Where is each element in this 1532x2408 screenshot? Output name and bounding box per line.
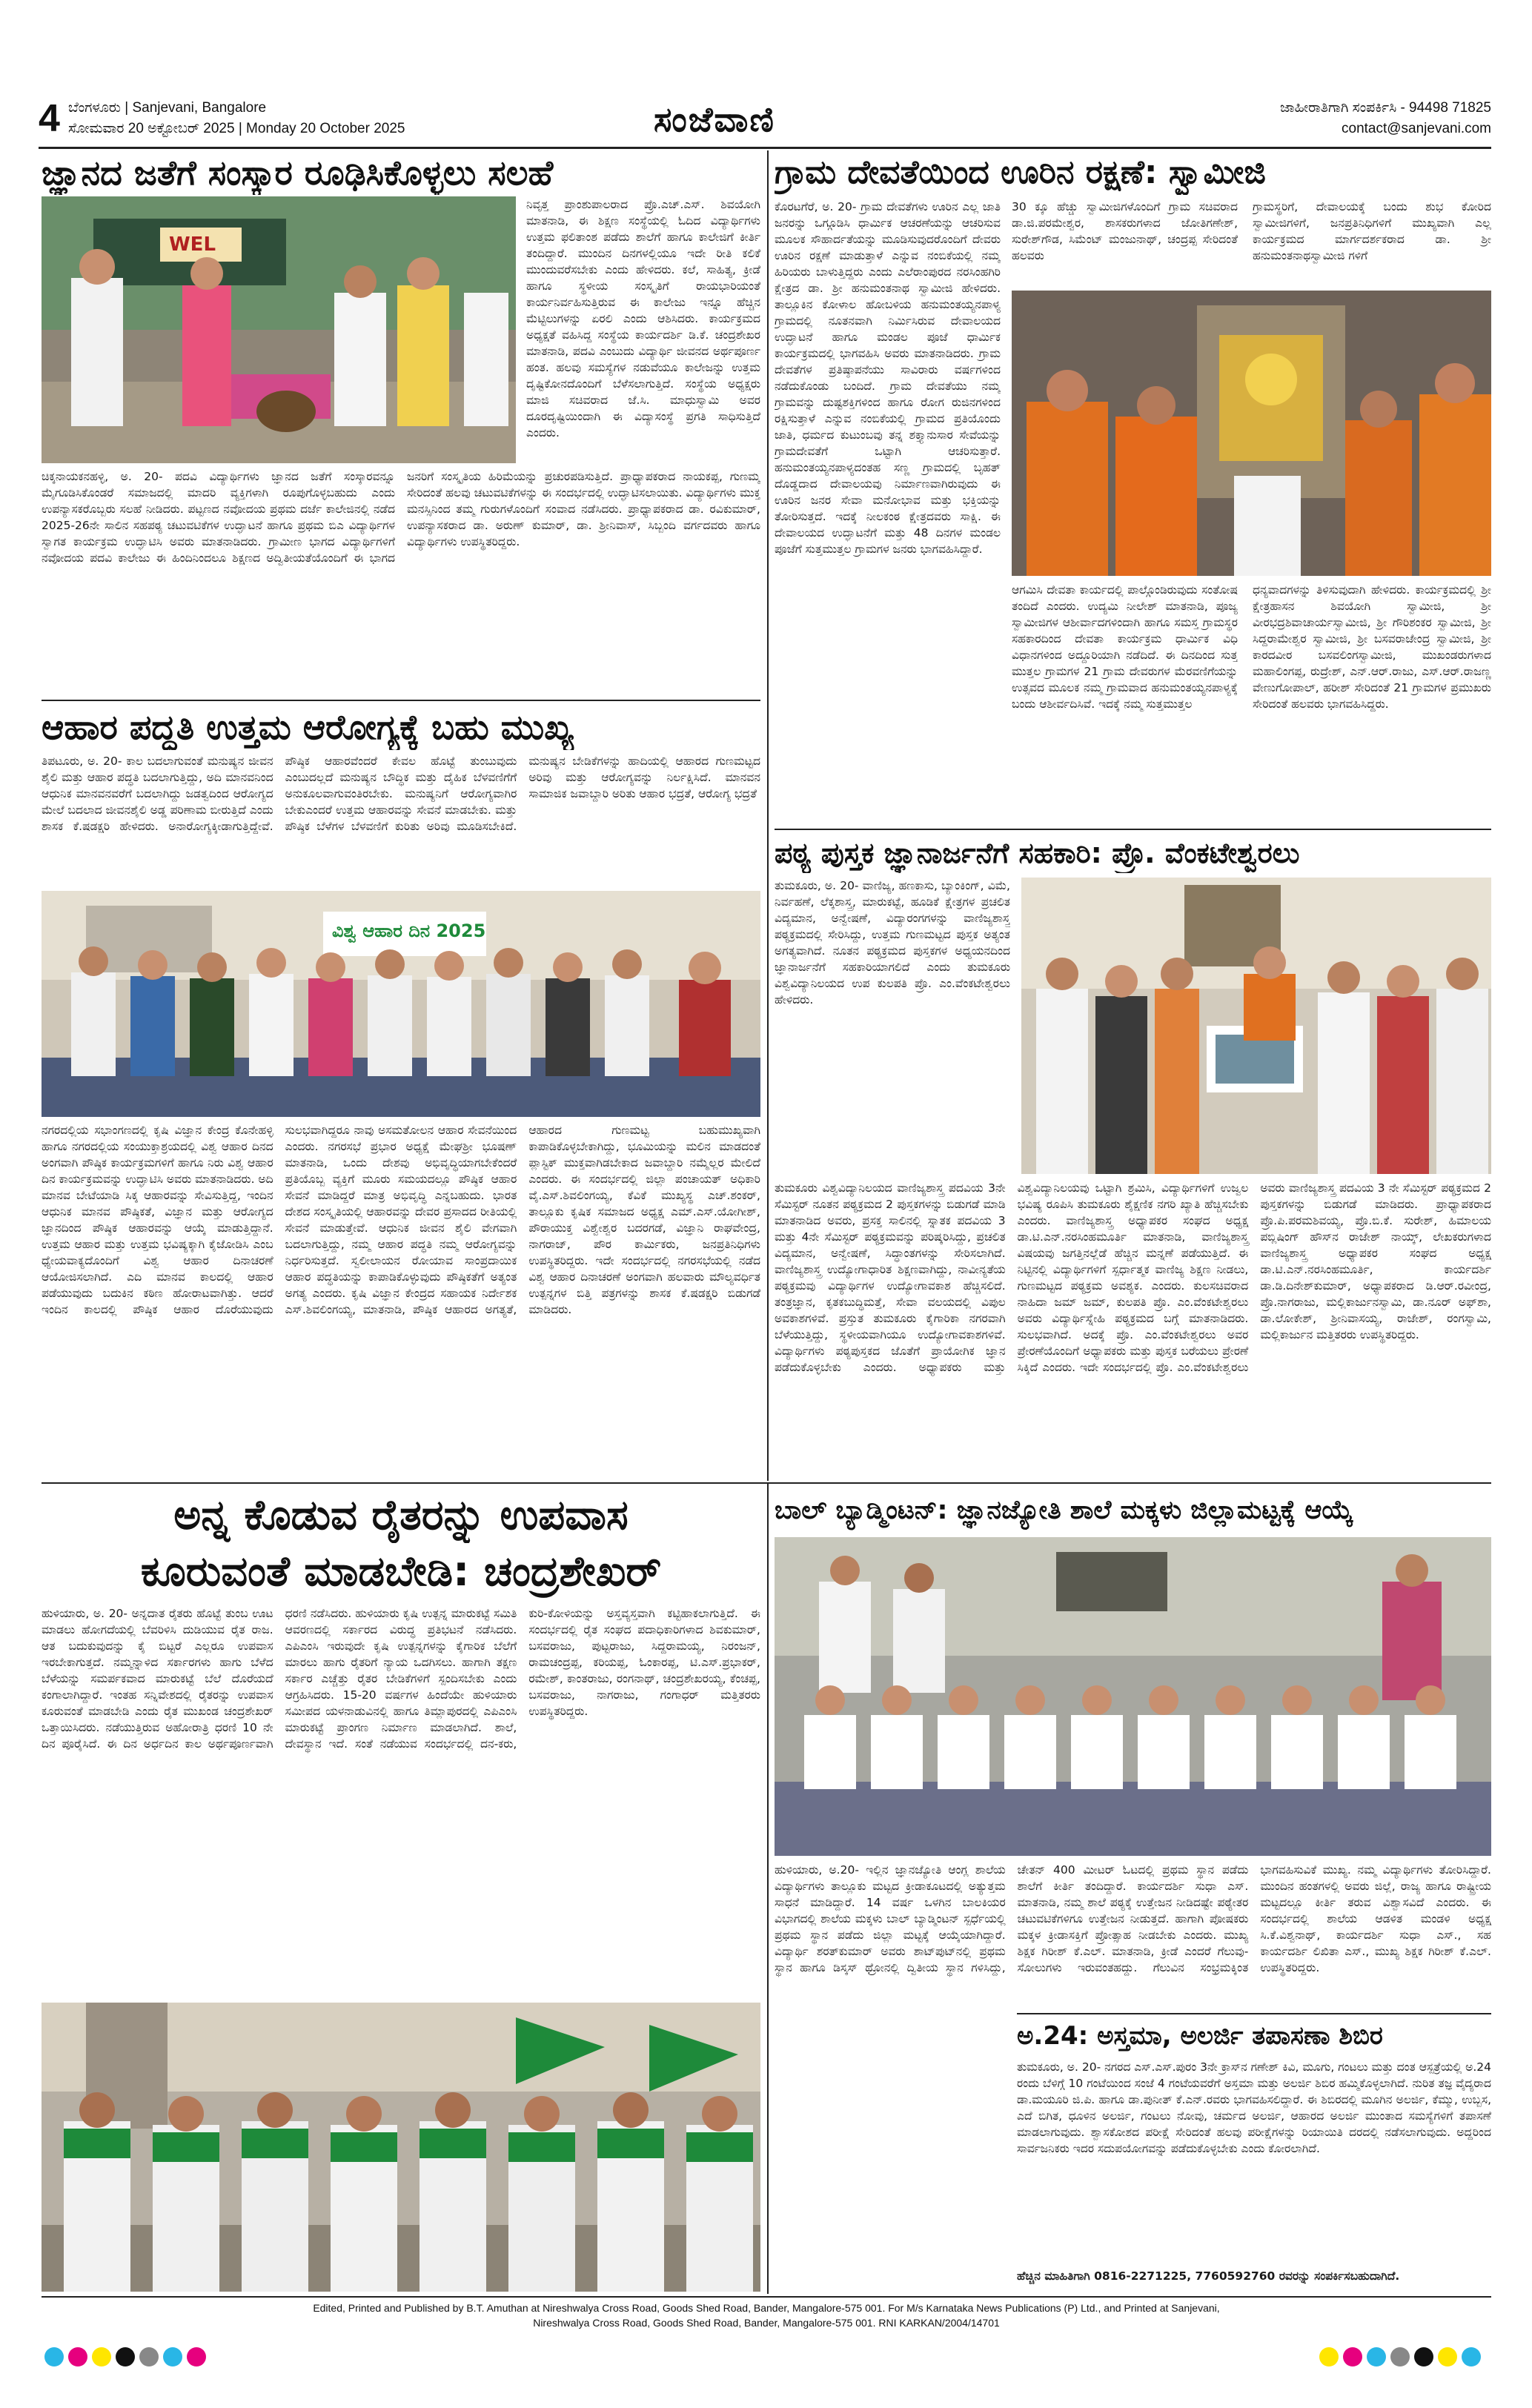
- a2-photo: [1012, 291, 1491, 576]
- a2-body-right-top: 30 ಕ್ಕೂ ಹೆಚ್ಚು ಸ್ವಾಮೀಜಿಗಳೊಂದಿಗೆ ಗ್ರಾಮ ಸಚಿವರಾದ ಡಾ.ಜಿ.ಪರಮೇಶ್ವರ, ಶಾಸಕರುಗಳಾದ ಜೋತಿಗಣೇಶ್, ಸುರೇಶ್‌ಗೌಡ, ಸಿಮೆಂಟ್ ಮಂಜುನಾಥ್, ಚಂದ್ರಪ್ಪ ಸೇರಿದಂತೆ ಹಲವರು: [1012, 200, 1238, 262]
- a2-body-right-bottom2: ಧನ್ಯವಾದಗಳನ್ನು ತಿಳಿಸುವುದಾಗಿ ಹೇಳಿದರು. ಕಾರ್ಯಕ್ರಮದಲ್ಲಿ ಶ್ರೀ ಕ್ಷೇತ್ರಹಾಸನ ಶಿವಯೋಗಿ ಸ್ವಾಮೀಜಿ, ಶ್ರೀ ವೀರಭದ್ರಶಿವಾಚಾರ್ಯಸ್ವಾಮೀಜಿ, ಶ್ರೀ ಗೌರಿಶಂಕರ ಸ್ವಾಮೀಜಿ, ಶ್ರೀ ಸಿದ್ದರಾಮೇಶ್ವರ ಸ್ವಾಮೀಜಿ, ಶ್ರೀ ಬಸವರಾಜೇಂದ್ರ ಸ್ವಾಮೀಜಿ, ಶ್ರೀ ಕಾರದವೀರ ಬಸವಲಿಂಗಸ್ವಾಮೀಜಿ, ಮುಖಂಡರುಗಳಾದ ಮಹಾಲಿಂಗಪ್ಪ, ರುದ್ರೇಶ್, ಎನ್.ಆರ್.ರಾಜು, ಎಸ್.ಆರ್.ರಾಜಣ್ಣ ವೇಣುಗೋಪಾಲ್, ಹರೀಶ್ ಸೇರಿದಂತೆ 21 ಗ್ರಾಮಗಳ ಪ್ರಮುಖರು ಸೇರಿದಂತೆ ಹಲವರು ಭಾಗವಹಿಸಿದ್ದರು.: [1253, 583, 1491, 711]
- reg-dot: [1343, 2347, 1362, 2366]
- a5-body: ಹುಳಿಯಾರು, ಅ. 20- ಅನ್ನದಾತ ರೈತರು ಹೊಟ್ಟೆ ತುಂಬ ಊಟ ಮಾಡಲು ಹೋಗದೆಯಲ್ಲಿ ಬೆವರಿಳಿಸಿ ದುಡಿಯುವ ರೈತ ರಾಜ. ಆತ ಬದುಕುವುದನ್ನು ಕೈ ಬಿಟ್ಟರೆ ಎಲ್ಲರೂ ಉಪವಾಸ ಇರಬೇಕಾಗುತ್ತದೆ. ನಮ್ಮನ್ನಾಳಿದ ಸರ್ಕಾರಗಳು ಹಾಗು ಬೆಳೆದ ಬೆಳೆಯನ್ನು ಸಮರ್ಪಕವಾದ ಮಾರುಕಟ್ಟೆ ಬೆಲೆ ದೊರೆಯದೆ ಕಂಗಾಲಾಗಿದ್ದಾರೆ. ಇಂತಹ ಸನ್ನಿವೇಶದಲ್ಲಿ ರೈತರನ್ನು ಉಪವಾಸ ಕೂರುವಂತೆ ಮಾಡಬೇಡಿ ಎಂದು ರೈತ ಮುಖಂಡ ಚಂದ್ರಶೇಖರ್ ಒತ್ತಾಯಿಸಿದರು. ನಡೆಯುತ್ತಿರುವ ಅಹೋರಾತ್ರಿ ಧರಣಿ 10 ನೇ ದಿನ ಪೂರೈಸಿದೆ. ಈ ದಿನ ಅರ್ಧದಿನ ಕಾಲ ಅರ್ಥಪೂರ್ಣವಾಗಿ ಧರಣಿ ನಡೆಸಿದರು. ಹುಳಿಯಾರು ಕೃಷಿ ಉತ್ಪನ್ನ ಮಾರುಕಟ್ಟೆ ಸಮಿತಿ ಆವರಣದಲ್ಲಿ ಸರ್ಕಾರದ ವಿರುದ್ಧ ಪ್ರತಿಭಟನೆ ನಡೆಸಿದರು. ಎಪಿಎಂಸಿ ಇರುವುದೇ ಕೃಷಿ ಉತ್ಪನ್ನಗಳನ್ನು ಕೈಗಾರಿಕ ಬೆಲೆಗೆ ಮಾರಲು ಹಾಗು ರೈತರಿಗೆ ನ್ಯಾಯ ಒದಗಿಸಲು. ಹಾಗಾಗಿ ತಕ್ಷಣ ಸರ್ಕಾರ ಎಚ್ಚೆತ್ತು ರೈತರ ಬೇಡಿಕೆಗಳಿಗೆ ಸ್ಪಂದಿಸಬೇಕು ಎಂದು ಆಗ್ರಹಿಸಿದರು. 15-20 ವರ್ಷಗಳ ಹಿಂದೆಯೇ ಹುಳಿಯಾರು ಸಮೀಪದ ಯಳನಾಡುವಿನಲ್ಲಿ ಹಾಗೂ ತಿಮ್ಲಾಪುರದಲ್ಲಿ ಎಪಿಎಂಸಿ ಮಾರುಕಟ್ಟೆ ಪ್ರಾಂಗಣ ನಿರ್ಮಾಣ ಮಾಡಲಾಗಿದೆ. ಶಾಲೆ, ದೇವಸ್ಥಾನ ಇದೆ. ಸಂತೆ ನಡೆಯುವ ಸಂದರ್ಭದಲ್ಲಿ ದನ-ಕರು, ಕುರಿ-ಕೋಳಿಯನ್ನು ಅಸ್ತವ್ಯಸ್ತವಾಗಿ ಕಟ್ಟಿಹಾಕಲಾಗುತ್ತಿದೆ. ಈ ಸಂದರ್ಭದಲ್ಲಿ ರೈತ ಸಂಘದ ಪದಾಧಿಕಾರಿಗಳಾದ ಶಿವಕುಮಾರ್, ಬಸವರಾಜು, ಪುಟ್ಟರಾಜು, ಸಿದ್ದರಾಮಯ್ಯ, ನಿರಂಜನ್, ರಾಮಚಂದ್ರಪ್ಪ, ಕರಿಯಪ್ಪ, ಓಂಕಾರಪ್ಪ, ಟಿ.ಎಸ್.ಪ್ರಭಾಕರ್, ರಮೇಶ್, ಕಾಂತರಾಜು, ರಂಗನಾಥ್, ಚಂದ್ರಶೇಖರಯ್ಯ, ಕೆಂಚಪ್ಪ, ಬಸವರಾಜು, ನಾಗರಾಜು, ಗಂಗಾಧರ್ ಮತ್ತಿತರರು ಉಪಸ್ಥಿತರಿದ್ದರು.: [42, 1607, 760, 1751]
- divider-a1-a3: [42, 700, 760, 701]
- city-line: ಬೆಂಗಳೂರು | Sanjevani, Bangalore: [68, 100, 267, 116]
- a6-body: ಹುಳಿಯಾರು, ಅ.20- ಇಲ್ಲಿನ ಜ್ಞಾನಜ್ಯೋತಿ ಆಂಗ್ಲ ಶಾಲೆಯ ವಿದ್ಯಾರ್ಥಿಗಳು ತಾಲ್ಲೂಕು ಮಟ್ಟದ ಕ್ರೀಡಾಕೂಟದಲ್ಲಿ ಅತ್ಯುತ್ತಮ ಸಾಧನೆ ಮಾಡಿದ್ದಾರೆ. 14 ವರ್ಷ ಒಳಗಿನ ಬಾಲಕಿಯರ ವಿಭಾಗದಲ್ಲಿ ಶಾಲೆಯ ಮಕ್ಕಳು ಬಾಲ್ ಬ್ಯಾಡ್ಮಿಂಟನ್ ಸ್ಪರ್ಧೆಯಲ್ಲಿ ಪ್ರಥಮ ಸ್ಥಾನ ಪಡೆದು ಜಿಲ್ಲಾ ಮಟ್ಟಕ್ಕೆ ಆಯ್ಕೆಯಾಗಿದ್ದಾರೆ. ವಿದ್ಯಾರ್ಥಿ ಶರತ್‌ಕುಮಾರ್ ಅವರು ಶಾಟ್‌ಪುಟ್‌ನಲ್ಲಿ ಪ್ರಥಮ ಸ್ಥಾನ ಹಾಗೂ ಡಿಸ್ಕಸ್ ಥ್ರೋನಲ್ಲಿ ದ್ವಿತೀಯ ಸ್ಥಾನ ಗಳಿಸಿದ್ದು, ಚೇತನ್ 400 ಮೀಟರ್ ಓಟದಲ್ಲಿ ಪ್ರಥಮ ಸ್ಥಾನ ಪಡೆದು ಶಾಲೆಗೆ ಕೀರ್ತಿ ತಂದಿದ್ದಾರೆ. ಕಾರ್ಯದರ್ಶಿ ಸುಧಾ ಎಸ್. ಮಾತನಾಡಿ, ನಮ್ಮ ಶಾಲೆ ಪಠ್ಯಕ್ಕೆ ಉತ್ತೇಜನ ನೀಡಿದಷ್ಟೇ ಪಠ್ಯೇತರ ಚಟುವಟಿಕೆಗಳಿಗೂ ಉತ್ತೇಜನ ನೀಡುತ್ತದೆ. ಹಾಗಾಗಿ ಪೋಷಕರು ಮಕ್ಕಳ ಕ್ರೀಡಾಸಕ್ತಿಗೆ ಪ್ರೋತ್ಸಾಹ ನೀಡಬೇಕು ಎಂದರು. ಮುಖ್ಯ ಶಿಕ್ಷಕ ಗಿರೀಶ್ ಕೆ.ಎಲ್. ಮಾತನಾಡಿ, ಕ್ರೀಡೆ ಎಂದರೆ ಗೆಲುವು-ಸೋಲುಗಳು ಇರುವಂತಹದ್ದು. ಗೆಲುವಿನ ಸಂಭ್ರಮಕ್ಕಿಂತ ಭಾಗವಹಿಸುವಿಕೆ ಮುಖ್ಯ. ನಮ್ಮ ವಿದ್ಯಾರ್ಥಿಗಳು ತೋರಿಸಿದ್ದಾರೆ. ಮುಂದಿನ ಹಂತಗಳಲ್ಲಿ ಅವರು ಜಿಲ್ಲೆ, ರಾಜ್ಯ ಹಾಗೂ ರಾಷ್ಟ್ರೀಯ ಮಟ್ಟದಲ್ಲೂ ಕೀರ್ತಿ ತರುವ ವಿಶ್ವಾಸವಿದೆ ಎಂದರು. ಈ ಸಂದರ್ಭದಲ್ಲಿ ಶಾಲೆಯ ಆಡಳಿತ ಮಂಡಳಿ ಅಧ್ಯಕ್ಷ ಸಿ.ಕೆ.ವಿಶ್ವನಾಥ್, ಕಾರ್ಯದರ್ಶಿ ಸುಧಾ ಎಸ್., ಸಹ ಕಾರ್ಯದರ್ಶಿ ಲಿಖಿತಾ ಎಸ್., ಮುಖ್ಯ ಶಿಕ್ಷಕ ಗಿರೀಶ್ ಕೆ.ಎಲ್. ಉಪಸ್ಥಿತರಿದ್ದರು.: [775, 1863, 1491, 1974]
- reg-dot: [92, 2347, 111, 2366]
- a3-body-top: ತಿಪಟೂರು, ಅ. 20- ಕಾಲ ಬದಲಾಗುವಂತೆ ಮನುಷ್ಯನ ಜೀವನ ಶೈಲಿ ಮತ್ತು ಆಹಾರ ಪದ್ಧತಿ ಬದಲಾಗುತ್ತಿದ್ದು, ಅದಿ ಮಾನವನಿಂದ ಆಧುನಿಕ ಮಾನವನವರೆಗೆ ಬದಲಾಗಿದ್ದು ಜಡತ್ವದಿಂದ ಆರೋಗ್ಯದ ಮೇಲೆ ಬದಲಾದ ಜೀವನಶೈಲಿ ಅಡ್ಡ ಪರಿಣಾಮ ಬೀರುತ್ತಿದೆ ಎಂದು ಶಾಸಕ ಕೆ.ಷಡಕ್ಷರಿ ಹೇಳಿದರು. ಅನಾರೋಗ್ಯಕ್ಕೀಡಾಗುತ್ತಿದ್ದೇವೆ. ಪೌಷ್ಠಿಕ ಆಹಾರವೆಂದರೆ ಕೇವಲ ಹೊಟ್ಟೆ ತುಂಬುವುದು ಎಂಬುದಲ್ಲದೆ ಮನುಷ್ಯನ ಬೌದ್ಧಿಕ ಮತ್ತು ದೈಹಿಕ ಬೆಳವಣಿಗೆಗೆ ಅನುಕೂಲವಾಗುವಂತಿರಬೇಕು. ಮನುಷ್ಯನಿಗೆ ಆರೋಗ್ಯವಾಗಿರ ಬೇಕುಎಂದರೆ ಉತ್ತಮ ಆಹಾರವನ್ನು ಸೇವನೆ ಮಾಡಬೇಕು. ಮತ್ತು ಪೌಷ್ಠಿಕ ಬೆಳೆಗಳ ಬೆಳವಣಿಗೆ ಕುರಿತು ಅರಿವು ಮೂಡಿಸಬೇಕಿದೆ. ಮನುಷ್ಯನ ಬೇಡಿಕೆಗಳನ್ನು ಹಾದಿಯಲ್ಲಿ ಆಹಾರದ ಗುಣಮಟ್ಟದ ಅರಿವು ಮತ್ತು ಆರೋಗ್ಯವನ್ನು ನಿರ್ಲಕ್ಷಿಸಿದೆ. ಮಾನವನ ಸಾಮಾಜಿಕ ಜವಾಬ್ದಾರಿ ಅರಿತು ಆಹಾರ ಭದ್ರತೆ, ಆರೋಗ್ಯ ಭದ್ರತೆ: [42, 754, 760, 833]
- reg-dot: [1319, 2347, 1339, 2366]
- a3-photo-banner-text: ವಿಶ್ವ ಆಹಾರ ದಿನ 2025: [332, 921, 486, 941]
- a2-body-right-top2: ಗ್ರಾಮಸ್ಥರಿಗೆ, ದೇವಾಲಯಕ್ಕೆ ಬಂದು ಶುಭ ಕೋರಿದ ಸ್ವಾಮೀಜಿಗಳಿಗೆ, ಜನಪ್ರತಿನಿಧಿಗಳಿಗೆ ಮುಖ್ಯವಾಗಿ ಎಲ್ಲ ಕಾರ್ಯಕ್ರಮದ ಮಾರ್ಗದರ್ಶಕರಾದ ಡಾ. ಶ್ರೀ ಹನುಮಂತನಾಥಸ್ವಾಮೀಜಿ ಗಳಿಗೆ: [1253, 200, 1491, 262]
- a7-contact: ಹೆಚ್ಚಿನ ಮಾಹಿತಿಗಾಗಿ 0816-2271225, 7760592760 ರವರನ್ನು ಸಂಪರ್ಕಿಸಬಹುದಾಗಿದೆ.: [1017, 2269, 1400, 2283]
- masthead-logo: [654, 96, 876, 144]
- a7-body: ತುಮಕೂರು, ಅ. 20- ನಗರದ ಎಸ್.ಎಸ್.ಪುರಂ 3ನೇ ಕ್ರಾಸ್‌ನ ಗಣೇಶ್ ಕಿವಿ, ಮೂಗು, ಗಂಟಲು ಮತ್ತು ದಂತ ಆಸ್ಪತ್ರೆಯಲ್ಲಿ ಅ.24 ರಂದು ಬೆಳಿಗ್ಗೆ 10 ಗಂಟೆಯಿಂದ ಸಂಜೆ 4 ಗಂಟೆಯವರೆಗೆ ಅಸ್ತಮಾ ಮತ್ತು ಅಲರ್ಜಿ ಶಿಬಿರ ಹಮ್ಮಿಕೊಳ್ಳಲಾಗಿದೆ. ನುರಿತ ತಜ್ಞ ವೈದ್ಯರಾದ ಡಾ.ಮಯೂರಿ ಜಿ.ಪಿ. ಹಾಗೂ ಡಾ.ಪುನೀತ್ ಕೆ.ಎನ್.ರವರು ಭಾಗವಹಿಸಲಿದ್ದಾರೆ. ಈ ಶಿಬಿರದಲ್ಲಿ ಮೂಗಿನ ಅಲರ್ಜಿ, ಕೆಮ್ಮು, ಉಬ್ಬಸ, ಎದೆ ಬಿಗಿತ, ಧೂಳಿನ ಅಲರ್ಜಿ, ಗಂಟಲು ನೋವು, ಚರ್ಮದ ಅಲರ್ಜಿ, ಆಹಾರದ ಅಲರ್ಜಿ ಮುಂತಾದ ಸಮಸ್ಯೆಗಳಿಗೆ ತಪಾಸಣೆ ಮಾಡಲಾಗುವುದು. ಶ್ವಾಸಕೋಶದ ಪರೀಕ್ಷೆ ಸೇರಿದಂತೆ ಹಲವು ಪರೀಕ್ಷೆಗಳನ್ನು ರಿಯಾಯಿತಿ ದರದಲ್ಲಿ ನಡೆಸಲಾಗುವುದು. ಅದ್ದರಿಂದ ಸಾರ್ವಜನಿಕರು ಇದರ ಸದುಪಯೋಗವನ್ನು ಪಡೆದುಕೊಳ್ಳಬೇಕು ಎಂದು ಕೋರಲಾಗಿದೆ.: [1017, 2060, 1491, 2155]
- divider-a6-a7: [1017, 2013, 1491, 2014]
- a1-headline: ಜ್ಞಾನದ ಜತೆಗೆ ಸಂಸ್ಕಾರ ರೂಢಿಸಿಕೊಳ್ಳಲು ಸಲಹೆ: [42, 153, 554, 193]
- a5-photo: [42, 2003, 760, 2292]
- footer-line1: Edited, Printed and Published by B.T. Amuthan at Nireshwalya Cross Road, Goods Shed Road, Bander, Mangalore-575 001. For M/s Karnataka News Publications (P) Ltd., and Printed at Sanjevani,: [313, 2302, 1220, 2314]
- a5-headline-line2: ಕೂರುವಂತೆ ಮಾಡಬೇಡಿ: ಚಂದ್ರಶೇಖರ್: [140, 1548, 662, 1596]
- reg-dot: [1414, 2347, 1433, 2366]
- a1-body-bottom: ಚಿಕ್ಕನಾಯಕನಹಳ್ಳಿ, ಅ. 20- ಪದವಿ ವಿದ್ಯಾರ್ಥಿಗಳು ಜ್ಞಾನದ ಜತೆಗೆ ಸಂಸ್ಕಾರವನ್ನೂ ಮೈಗೂಡಿಸಿಕೊಂಡರೆ ಸಮಾಜದಲ್ಲಿ ಮಾದರಿ ವ್ಯಕ್ತಿಗಳಾಗಿ ರೂಪುಗೊಳ್ಳಬಹುದು ಎಂದು ಉಪನ್ಯಾಸಕರೊಬ್ಬರು ಸಲಹೆ ನೀಡಿದರು. ಪಟ್ಟಣದ ನವೋದಯ ಪ್ರಥಮ ದರ್ಜೆ ಕಾಲೇಜಿನಲ್ಲಿ ನಡೆದ 2025-26ನೇ ಸಾಲಿನ ಸಹಪಠ್ಯ ಚಟುವಟಿಕೆಗಳ ಉದ್ಘಾಟನೆ ಹಾಗೂ ಪ್ರಥಮ ಬಿಎ ವಿದ್ಯಾರ್ಥಿಗಳ ಸ್ವಾಗತ ಕಾರ್ಯಕ್ರಮ ಉದ್ಘಾಟಿಸಿ ಅವರು ಮಾತನಾಡಿದರು. ಗ್ರಾಮೀಣ ಭಾಗದ ವಿದ್ಯಾರ್ಥಿಗಳಿಗೆ ನವೋದಯ ಪದವಿ ಕಾಲೇಜು ಈ ಹಿಂದಿನಿಂದಲೂ ಶಿಕ್ಷಣದ ಅದ್ವಿತೀಯತೆಯೊಂದಿಗೆ ಈ ಭಾಗದ ಜನರಿಗೆ ಸಂಸ್ಕೃತಿಯ ಹಿರಿಮೆಯನ್ನು ಪ್ರಚುರಪಡಿಸುತ್ತಿದೆ. ಪ್ರಾಧ್ಯಾಪಕರಾದ ನಾಯಕಪ್ಪ, ಗುಣಮ್ಮ ಸೇರಿದಂತೆ ಹಲವು ಚಟುವಟಿಕೆಗಳನ್ನು ಈ ಸಂದರ್ಭದಲ್ಲಿ ಉದ್ಘಾಟಿಸಲಾಯಿತು. ವಿದ್ಯಾರ್ಥಿಗಳು ಮುಕ್ತ ಮನಸ್ಸಿನಿಂದ ತಮ್ಮ ಗುರುಗಳೊಂದಿಗೆ ಸಂವಾದ ನಡೆಸಿದರು. ಪ್ರಾಧ್ಯಾಪಕರಾದ ಡಾ. ರವಿಕುಮಾರ್, ಉಪನ್ಯಾಸಕರಾದ ಡಾ. ಅರುಣ್ ಕುಮಾರ್, ಡಾ. ಶ್ರೀನಿವಾಸ್, ಸಿಬ್ಬಂದಿ ವರ್ಗದವರು ಹಾಗೂ ವಿದ್ಯಾರ್ಥಿಗಳು ಉಪಸ್ಥಿತರಿದ್ದರು.: [42, 470, 760, 565]
- footer-line2: Nireshwalya Cross Road, Goods Shed Road, Bander, Mangalore-575 001. RNI KARKAN/2004/14701: [533, 2317, 1000, 2329]
- a4-photo: [1021, 878, 1491, 1174]
- masthead: [39, 96, 1491, 147]
- color-registration-left: [44, 2346, 215, 2368]
- a2-body-left: ಕೊರಟಗೆರೆ, ಅ. 20- ಗ್ರಾಮ ದೇವತೆಗಳು ಊರಿನ ಎಲ್ಲ ಜಾತಿ ಜನರನ್ನು ಒಗ್ಗೂಡಿಸಿ ಧಾರ್ಮಿಕ ಆಚರಣೆಯನ್ನು ಆಚರಿಸುವ ಮೂಲಕ ಸೌಹಾರ್ದತೆಯನ್ನು ಮೂಡಿಸುವುದರೊಂದಿಗೆ ದೇವರು ಊರಿನ ರಕ್ಷಣೆ ಮಾಡುತ್ತಾಳೆ ಎನ್ನುವ ನಂಬಿಕೆಯಲ್ಲಿ ನಮ್ಮ ಹಿರಿಯರು ಬಾಳುತ್ತಿದ್ದರು ಎಂದು ಎಲೆರಾಂಪುರದ ನರಸಿಂಹಗಿರಿ ಕ್ಷೇತ್ರದ ಡಾ. ಶ್ರೀ ಹನುಮಂತನಾಥ ಸ್ವಾಮೀಜಿ ಹೇಳಿದರು. ತಾಲ್ಲೂಕಿನ ಕೋಳಾಲ ಹೋಬಳಿಯ ಹನುಮಂತಯ್ಯನಪಾಳ್ಯ ಗ್ರಾಮದಲ್ಲಿ ನೂತನವಾಗಿ ನಿರ್ಮಿಸಿರುವ ದೇವಾಲಯದ ಉದ್ಘಾಟನೆ ಹಾಗೂ ಮಂಡಲ ಪೂಜೆ ಧಾರ್ಮಿಕ ಕಾರ್ಯಕ್ರಮದಲ್ಲಿ ಭಾಗವಹಿಸಿ ಅವರು ಮಾತನಾಡಿದರು. ಗ್ರಾಮ ದೇವತೆಗಳ ಪ್ರತಿಷ್ಠಾಪನೆಯು ಸಾವಿರಾರು ವರ್ಷಗಳಿಂದ ನಡೆದುಕೊಂಡು ಬಂದಿದೆ. ಗ್ರಾಮ ದೇವತೆಯು ನಮ್ಮ ಗ್ರಾಮವನ್ನು ದುಷ್ಟಶಕ್ತಿಗಳಿಂದ ಹಾಗೂ ರೋಗ ರುಜಿನಗಳಿಂದ ರಕ್ಷಿಸುತ್ತಾಳೆ ಎನ್ನುವ ನಂಬಿಕೆಯಲ್ಲಿ ಗ್ರಾಮದ ಪ್ರತಿಯೊಂದು ಜಾತಿ, ಧರ್ಮದ ಕುಟುಂಬವು ತನ್ನ ಶಕ್ತ್ಯಾನುಸಾರ ಸೇವೆಯನ್ನು ಗ್ರಾಮದೇವತೆಗೆ ಒಟ್ಟಾಗಿ ಆಚರಿಸುತ್ತಾರೆ. ಹನುಮಂತಯ್ಯನಪಾಳ್ಯದಂತಹ ಸಣ್ಣ ಗ್ರಾಮದಲ್ಲಿ ಬೃಹತ್ ದೊಡ್ಡದಾದ ದೇವಾಲಯವು ನಿರ್ಮಾಣವಾಗಿರುವುದು ಈ ಊರಿನ ಜನರ ಸೇವಾ ಮನೋಭಾವ ಮತ್ತು ಭಕ್ತಿಯನ್ನು ತೋರಿಸುತ್ತದೆ. ಇದಕ್ಕೆ ನೀಲಕಂಠ ಕ್ಷೇತ್ರದವರು ಸಾಕ್ಷಿ. ಈ ದೇವಾಲಯದ ಉದ್ಘಾಟನೆಗೆ ಮತ್ತು 48 ದಿನಗಳ ಮಂಡಲ ಪೂಜೆಗೆ ಸುತ್ತಮುತ್ತಲ ಗ್ರಾಮಗಳ ಜನರು ಭಾಗವಹಿಸಿದ್ದಾರೆ.: [775, 200, 1001, 556]
- logo-text: ಸಂಜೆವಾಣಿ: [654, 99, 775, 139]
- color-registration-right: [1319, 2346, 1490, 2368]
- reg-dot: [68, 2347, 87, 2366]
- a7-headline: ಅ.24: ಅಸ್ತಮಾ, ಅಲರ್ಜಿ ತಪಾಸಣಾ ಶಿಬಿರ: [1017, 2021, 1383, 2051]
- a3-headline: ಆಹಾರ ಪದ್ಧತಿ ಉತ್ತಮ ಆರೋಗ್ಯಕ್ಕೆ ಬಹು ಮುಖ್ಯ: [42, 707, 574, 747]
- a5-headline-line1: ಅನ್ನ ಕೊಡುವ ರೈತರನ್ನು ಉಪವಾಸ: [173, 1491, 629, 1539]
- a4-body-bottom: ತುಮಕೂರು ವಿಶ್ವವಿದ್ಯಾನಿಲಯದ ವಾಣಿಜ್ಯಶಾಸ್ತ್ರ ಪದವಿಯ 3ನೇ ಸೆಮಿಸ್ಟರ್ ನೂತನ ಪಠ್ಯಕ್ರಮದ 2 ಪುಸ್ತಕಗಳನ್ನು ಬಿಡುಗಡೆ ಮಾಡಿ ಮಾತನಾಡಿದ ಅವರು, ಪ್ರಸಕ್ತ ಸಾಲಿನಲ್ಲಿ ಸ್ನಾತಕ ಪದವಿಯ 3 ಮತ್ತು 4ನೇ ಸೆಮಿಸ್ಟರ್ ಪಠ್ಯಕ್ರಮವನ್ನು ಪರಿಷ್ಕರಿಸಿದ್ದು, ಪ್ರಚಲಿತ ವಿದ್ಯಮಾನ, ಅನ್ವೇಷಣೆ, ಸಿದ್ಧಾಂತಗಳನ್ನು ಸೇರಿಸಲಾಗಿದೆ. ವಾಣಿಜ್ಯಶಾಸ್ತ್ರ ಉದ್ಯೋಗಾಧಾರಿತ ಶಿಕ್ಷಣವಾಗಿದ್ದು, ನಾವೀನ್ಯತೆಯ ಪಠ್ಯಕ್ರಮವು ವಿದ್ಯಾರ್ಥಿಗಳ ಉದ್ಯೋಗಾವಕಾಶ ಹೆಚ್ಚಿಸಲಿದೆ. ತಂತ್ರಜ್ಞಾನ, ಕೃತಕಬುದ್ಧಿಮತ್ತೆ, ಸೇವಾ ವಲಯದಲ್ಲಿ ವಿಪುಲ ಅವಕಾಶಗಳಿವೆ. ಪ್ರಸ್ತುತ ತುಮಕೂರು ಕೈಗಾರಿಕಾ ನಗರವಾಗಿ ಬೆಳೆಯುತ್ತಿದ್ದು, ಸ್ಥಳೀಯವಾಗಿಯೂ ಉದ್ಯೋಗಾವಕಾಶಗಳಿವೆ. ವಿದ್ಯಾರ್ಥಿಗಳು ಪಠ್ಯಪುಸ್ತಕದ ಜೊತೆಗೆ ಪ್ರಾಯೋಗಿಕ ಜ್ಞಾನ ಪಡೆದುಕೊಳ್ಳಬೇಕು ಎಂದರು. ಅಧ್ಯಾಪಕರು ಮತ್ತು ವಿಶ್ವವಿದ್ಯಾನಿಲಯವು ಒಟ್ಟಾಗಿ ಶ್ರಮಿಸಿ, ವಿದ್ಯಾರ್ಥಿಗಳಿಗೆ ಉಜ್ವಲ ಭವಿಷ್ಯ ರೂಪಿಸಿ ತುಮಕೂರು ಶೈಕ್ಷಣಿಕ ನಗರಿ ಖ್ಯಾತಿ ಹೆಚ್ಚಿಸಬೇಕು ಎಂದರು. ವಾಣಿಜ್ಯಶಾಸ್ತ್ರ ಅಧ್ಯಾಪಕರ ಸಂಘದ ಅಧ್ಯಕ್ಷ ಡಾ.ಟಿ.ಎನ್.ನರಸಿಂಹಮೂರ್ತಿ ಮಾತನಾಡಿ, ವಾಣಿಜ್ಯಶಾಸ್ತ್ರ ವಿಷಯವು ಜಗತ್ತಿನಲ್ಲೆಡೆ ಹೆಚ್ಚಿನ ಮನ್ನಣೆ ಪಡೆಯುತ್ತಿದೆ. ಈ ನಿಟ್ಟಿನಲ್ಲಿ ವಿದ್ಯಾರ್ಥಿಗಳಿಗೆ ಸ್ಪರ್ಧಾತ್ಮಕ ವಾಣಿಜ್ಯ ಶಿಕ್ಷಣ ನೀಡಲು, ಗುಣಮಟ್ಟದ ಪಠ್ಯಕ್ರಮ ಅವಶ್ಯಕ. ಎಂದರು. ಕುಲಸಚಿವರಾದ ನಾಹಿದಾ ಜಮ್ ಜಮ್, ಕುಲಪತಿ ಪ್ರೊ. ಎಂ.ವೆಂಕಟೇಶ್ವರಲು ಅವರು ವಿದ್ಯಾರ್ಥಿಸ್ನೇಹಿ ಪಠ್ಯಕ್ರಮದ ಬಗ್ಗೆ ಮಾತನಾಡಿದರು. ಸುಲಭವಾಗಿದೆ. ಅದಕ್ಕೆ ಪ್ರೊ. ಎಂ.ವೆಂಕಟೇಶ್ವರಲು ಅವರ ಪ್ರೇರಣೆಯೊಂದಿಗೆ ಅಧ್ಯಾಪಕರು ಮತ್ತು ಪುಸ್ತಕ ಬರೆಯಲು ಪ್ರೇರಣೆ ಸಿಕ್ಕಿದೆ ಎಂದರು. ಇದೇ ಸಂದರ್ಭದಲ್ಲಿ ಪ್ರೊ. ಎಂ.ವೆಂಕಟೇಶ್ವರಲು ಅವರು ವಾಣಿಜ್ಯಶಾಸ್ತ್ರ ಪದವಿಯ 3 ನೇ ಸೆಮಿಸ್ಟರ್ ಪಠ್ಯಕ್ರಮದ 2 ಪುಸ್ತಕಗಳನ್ನು ಬಿಡುಗಡೆ ಮಾಡಿದರು. ಪ್ರಾಧ್ಯಾಪಕರಾದ ಪ್ರೊ.ಪಿ.ಪರಮಶಿವಯ್ಯ, ಪ್ರೊ.ಬಿ.ಕೆ. ಸುರೇಶ್, ಹಿಮಾಲಯ ಪಬ್ಲಿಷಿಂಗ್ ಹೌಸ್‌ನ ರಾಜೇಶ್ ನಾಯ್ಕ್, ಲೇಖಕರುಗಳಾದ ವಾಣಿಜ್ಯಶಾಸ್ತ್ರ ಅಧ್ಯಾಪಕರ ಸಂಘದ ಅಧ್ಯಕ್ಷ ಡಾ.ಟಿ.ಎನ್.ನರಸಿಂಹಮೂರ್ತಿ, ಕಾರ್ಯದರ್ಶಿ ಡಾ.ಡಿ.ದಿನೇಶ್‌ಕುಮಾರ್, ಅಧ್ಯಾಪಕರಾದ ಡಿ.ಆರ್.ರವೀಂದ್ರ, ಪ್ರೊ.ನಾಗರಾಜು, ಮಲ್ಲಿಕಾರ್ಜುನಸ್ವಾಮಿ, ಡಾ.ನೂರ್ ಅಫ್‌ಶಾ, ಡಾ.ಲೋಕೇಶ್, ಶ್ರೀನಿವಾಸಯ್ಯ, ರಾಜೇಶ್, ರಂಗಸ್ವಾಮಿ, ಮಲ್ಲಿಕಾರ್ಜುನ ಮತ್ತಿತರರು ಉಪಸ್ಥಿತರಿದ್ದರು.: [775, 1181, 1491, 1374]
- email: contact@sanjevani.com: [1342, 121, 1491, 136]
- reg-dot: [187, 2347, 206, 2366]
- a2-headline: ಗ್ರಾಮ ದೇವತೆಯಿಂದ ಊರಿನ ರಕ್ಷಣೆ: ಸ್ವಾಮೀಜಿ: [775, 153, 1266, 191]
- reg-dot: [1462, 2347, 1481, 2366]
- a1-body-top: ನಿವೃತ್ತ ಪ್ರಾಂಶುಪಾಲರಾದ ಪ್ರೊ.ಎಚ್.ಎಸ್. ಶಿವಯೋಗಿ ಮಾತನಾಡಿ, ಈ ಶಿಕ್ಷಣ ಸಂಸ್ಥೆಯಲ್ಲಿ ಓದಿದ ವಿದ್ಯಾರ್ಥಿಗಳು ಉತ್ತಮ ಫಲಿತಾಂಶ ಪಡೆದು ಶಾಲೆಗೆ ಹಾಗೂ ಕಾಲೇಜಿಗೆ ಕೀರ್ತಿ ತಂದಿದ್ದಾರೆ. ಮುಂದಿನ ದಿನಗಳಲ್ಲಿಯೂ ಇದೇ ರೀತಿ ಕಲಿಕೆ ಮುಂದುವರೆಸಬೇಕು ಎಂದು ಹೇಳಿದರು. ಕಲೆ, ಸಾಹಿತ್ಯ, ಕ್ರೀಡೆ ಹಾಗೂ ಸ್ಥಳೀಯ ಸಂಸ್ಕೃತಿಗೆ ರಾಯಭಾರಿಯಂತೆ ಕಾರ್ಯನಿರ್ವಹಿಸುತ್ತಿರುವ ಈ ಕಾಲೇಜು ಇನ್ನೂ ಹೆಚ್ಚಿನ ಮೆಟ್ಟಿಲುಗಳನ್ನು ಏರಲಿ ಎಂದು ಆಶಿಸಿದರು. ಕಾರ್ಯಕ್ರಮದ ಅಧ್ಯಕ್ಷತೆ ವಹಿಸಿದ್ದ ಸಂಸ್ಥೆಯ ಕಾರ್ಯದರ್ಶಿ ಡಿ.ಕೆ. ಚಂದ್ರಶೇಖರ ಮಾತನಾಡಿ, ಪದವಿ ಎಂಬುದು ವಿದ್ಯಾರ್ಥಿ ಜೀವನದ ಅರ್ಥಪೂರ್ಣ ಹಂತ. ಹಲವು ಸಮಸ್ಯೆಗಳ ನಡುವೆಯೂ ಕಾಲೇಜನ್ನು ಉತ್ತಮ ದೃಷ್ಟಿಕೋನದೊಂದಿಗೆ ಬೆಳೆಸಲಾಗುತ್ತಿದೆ. ಸಂಸ್ಥೆಯ ಅಧ್ಯಕ್ಷರು ಮಾಜಿ ಸಚಿವರಾದ ಜೆ.ಸಿ. ಮಾಧುಸ್ವಾಮಿ ಅವರ ದೂರದೃಷ್ಟಿಯಿಂದಾಗಿ ಈ ವಿದ್ಯಾಸಂಸ್ಥೆ ಪ್ರಗತಿ ಸಾಧಿಸುತ್ತಿದೆ ಎಂದರು.: [526, 198, 760, 440]
- reg-dot: [44, 2347, 64, 2366]
- reg-dot: [1390, 2347, 1410, 2366]
- footer-rule: [42, 2296, 1491, 2298]
- col-divider-bottom: [767, 1482, 769, 2294]
- col-divider-top: [767, 150, 769, 832]
- a3-photo: [42, 891, 760, 1117]
- a1-photo: [42, 196, 516, 463]
- a6-headline: ಬಾಲ್ ಬ್ಯಾಡ್ಮಿಂಟನ್: ಜ್ಞಾನಜ್ಯೋತಿ ಶಾಲೆ ಮಕ್ಕಳು ಜಿಲ್ಲಾಮಟ್ಟಕ್ಕೆ ಆಯ್ಕೆ: [775, 1496, 1353, 1525]
- a2-body-right-bottom: ಆಗಮಿಸಿ ದೇವತಾ ಕಾರ್ಯದಲ್ಲಿ ಪಾಲ್ಗೊಂಡಿರುವುದು ಸಂತೋಷ ತಂದಿದೆ ಎಂದರು. ಉದ್ಯಮಿ ನೀಲೇಶ್ ಮಾತನಾಡಿ, ಪೂಜ್ಯ ಸ್ವಾಮೀಜಿಗಳ ಆಶೀರ್ವಾದಗಳಿಂದಾಗಿ ಹಾಗೂ ಸಮಸ್ತ ಗ್ರಾಮಸ್ಥರ ಸಹಕಾರದಿಂದ ದೇವತಾ ಕಾರ್ಯಕ್ರಮ ಧಾರ್ಮಿಕ ವಿಧಿ ವಿಧಾನಗಳಿಂದ ಅದ್ದೂರಿಯಾಗಿ ನಡೆದಿದೆ. ಈ ದಿನದಿಂದ ಸುತ್ತ ಮುತ್ತಲ ಗ್ರಾಮಗಳ 21 ಗ್ರಾಮ ದೇವರುಗಳ ಮೆರವಣಿಗೆಯನ್ನು ಉತ್ಸವದ ಮೂಲಕ ನಮ್ಮ ಗ್ರಾಮವಾದ ಹನುಮಂತಯ್ಯನಪಾಳ್ಯಕ್ಕೆ ಬಂದು ಆಶೀರ್ವದಿಸಿವೆ. ಇದಕ್ಕೆ ನಮ್ಮ ಸುತ್ತಮುತ್ತಲ: [1012, 583, 1238, 711]
- a3-body-bottom: ನಗರದಲ್ಲಿಯ ಸಭಾಂಗಣದಲ್ಲಿ ಕೃಷಿ ವಿಜ್ಞಾನ ಕೇಂದ್ರ ಕೊನೇಹಳ್ಳಿ ಹಾಗೂ ನಗರದಲ್ಲಿಯ ಸಂಯುಕ್ತಾಶ್ರಯದಲ್ಲಿ ವಿಶ್ವ ಆಹಾರ ದಿನದ ಅಂಗವಾಗಿ ಪೌಷ್ಠಿಕ ಕಾರ್ಯಕ್ರಮಗಳಿಗೆ ಹಾಗೂ ನಿರು ವಿಶ್ವ ಆಹಾರ ದಿನ ಕಾರ್ಯಕ್ರಮವನ್ನು ಉದ್ಘಾಟಿಸಿ ಅವರು ಮಾತನಾಡಿದರು. ಅದಿ ಮಾನವ ಬೇಟೆಯಾಡಿ ಸಿಕ್ಕ ಆಹಾರವನ್ನು ಸೇವಿಸುತ್ತಿದ್ದ, ಇಂದಿನ ಆಧುನಿಕ ಮಾನವ ಪೌಷ್ಠಿಕತೆ, ವಿಜ್ಞಾನ ಮತ್ತು ಆರೋಗ್ಯದ ಜ್ಞಾನದಿಂದ ಪೌಷ್ಠಿಕ ಆಹಾರವನ್ನು ಆಯ್ಕೆ ಮಾಡುತ್ತಿದ್ದಾನೆ. ಉತ್ತಮ ಆಹಾರ ಮತ್ತು ಉತ್ತಮ ಭವಿಷ್ಯಕ್ಕಾಗಿ ಕೈಜೋಡಿಸಿ ಎಂಬ ಧ್ಯೇಯವಾಕ್ಯದೊಂದಿಗೆ ವಿಶ್ವ ಆಹಾರ ದಿನಾಚರಣೆ ಆಯೋಜಿಸಲಾಗಿದೆ. ಎದಿ ಮಾನವ ಕಾಲದಲ್ಲಿ ಆಹಾರ ಪಡೆಯುವುದು ಬದುಕಿನ ಕಠಿಣ ಹೋರಾಟವಾಗಿತ್ತು. ಆದರೆ ಇಂದಿನ ಕಾಲದಲ್ಲಿ ಪೌಷ್ಠಿಕ ಆಹಾರ ದೊರೆಯುವುದು ಸುಲಭವಾಗಿದ್ದರೂ ನಾವು ಅಸಮತೋಲನ ಆಹಾರ ಸೇವನೆಯಿಂದ ಎಂದರು. ನಗರಸಭೆ ಪ್ರಭಾರ ಅಧ್ಯಕ್ಷೆ ಮೇಘಶ್ರೀ ಭೂಷಣ್ ಮಾತನಾಡಿ, ಒಂದು ದೇಶವು ಅಭಿವೃದ್ಧಿಯಾಗಬೇಕೆಂದರೆ ಪ್ರತಿಯೊಬ್ಬ ವ್ಯಕ್ತಿಗೆ ಮೂರು ಸಮಯದಲ್ಲೂ ಪೌಷ್ಠಿಕ ಆಹಾರ ಸೇವನೆ ಮಾಡಿದ್ದರೆ ಮಾತ್ರ ಅಭಿವೃದ್ಧಿ ಎನ್ನಬಹುದು. ಭಾರತ ದೇಶದ ಸಂಸ್ಕೃತಿಯಲ್ಲಿ ಆಹಾರವನ್ನು ದೇವರ ಪ್ರಸಾದದ ರೀತಿಯಲ್ಲಿ ಸೇವನೆ ಮಾಡುತ್ತೇವೆ. ಆಧುನಿಕ ಜೀವನ ಶೈಲಿ ವೇಗವಾಗಿ ಬದಲಾಗುತ್ತಿದ್ದು, ನಮ್ಮ ಆಹಾರ ಪದ್ಧತಿ ನಮ್ಮ ಆರೋಗ್ಯವನ್ನು ನಿರ್ಧರಿಸುತ್ತದೆ. ಸ್ವಲೀಲಾಯನ ರೋಯಾವ ಸಾಂಪ್ರದಾಯಿಕ ಆಹಾರ ಪದ್ಧತಿಯನ್ನು ಕಾಪಾಡಿಕೊಳ್ಳುವುದು ಪೌಷ್ಠಿಕತೆಗೆ ಅತ್ಯಂತ ಅಗತ್ಯ ಎಂದರು. ಕೃಷಿ ವಿಜ್ಞಾನ ಕೇಂದ್ರದ ಸಹಾಯಕ ನಿರ್ದೇಶಕ ಎಸ್.ಶಿವಲಿಂಗಯ್ಯ, ಮಾತನಾಡಿ, ಪೌಷ್ಠಿಕ ಆಹಾರದ ಅಗತ್ಯತೆ, ಆಹಾರದ ಗುಣಮಟ್ಟ ಬಹುಮುಖ್ಯವಾಗಿ ಕಾಪಾಡಿಕೊಳ್ಳಬೇಕಾಗಿದ್ದು, ಭೂಮಿಯನ್ನು ಮಲಿನ ಮಾಡದಂತೆ ಪ್ಲಾಸ್ಟಿಕ್ ಮುಕ್ತವಾಗಿಡಬೇಕಾದ ಜವಾಬ್ದಾರಿ ನಮ್ಮೆಲ್ಲರ ಮೇಲಿದೆ ಎಂದರು. ಈ ಸಂದರ್ಭದಲ್ಲಿ ಜಿಲ್ಲಾ ಪಂಚಾಯತ್ ಅಧಿಕಾರಿ ವೈ.ಎಸ್.ಶಿವಲಿಂಗಯ್ಯ, ಕೆವಿಕೆ ಮುಖ್ಯಸ್ಥ ಎಚ್.ಶಂಕರ್, ತಾಲ್ಲೂಕು ಕೃಷಿಕ ಸಮಾಜದ ಅಧ್ಯಕ್ಷ ಎಮ್.ಎಸ್.ಯೋಗೀಶ್, ಪೌರಾಯುಕ್ತ ವಿಶ್ವೇಶ್ವರ ಬದರಗಡೆ, ವಿಜ್ಞಾನಿ ರಾಘವೇಂದ್ರ, ನಾಗರಾಜ್, ಪೌರ ಕಾರ್ಮಿಕರು, ಜನಪ್ರತಿನಿಧಿಗಳು ಉಪಸ್ಥಿತರಿದ್ದರು. ಇದೇ ಸಂದರ್ಭದಲ್ಲಿ ನಗರಸಭೆಯಲ್ಲಿ ನಡೆದ ವಿಶ್ವ ಆಹಾರ ದಿನಾಚರಣೆ ಅಂಗವಾಗಿ ಹಲವಾರು ಮೌಲ್ಯವರ್ಧಿತ ಉತ್ಪನ್ನಗಳ ಬಿತ್ತಿ ಪತ್ರಗಳನ್ನು ಶಾಸಕ ಕೆ.ಷಡಕ್ಷರಿ ಬಿಡುಗಡೆ ಮಾಡಿದರು.: [42, 1124, 760, 1316]
- date-line: ಸೋಮವಾರ 20 ಅಕ್ಟೋಬರ್ 2025 | Monday 20 October 2025: [68, 121, 405, 136]
- reg-dot: [139, 2347, 159, 2366]
- a4-body-top: ತುಮಕೂರು, ಅ. 20- ವಾಣಿಜ್ಯ, ಹಣಕಾಸು, ಬ್ಯಾಂಕಿಂಗ್, ವಿಮೆ, ನಿರ್ವಹಣೆ, ಲೆಕ್ಕಶಾಸ್ತ್ರ, ಮಾರುಕಟ್ಟೆ, ಹೂಡಿಕೆ ಕ್ಷೇತ್ರಗಳ ಪ್ರಚಲಿತ ವಿದ್ಯಮಾನ, ಅನ್ವೇಷಣೆ, ವಿದ್ಯಾರಂಗಗಳನ್ನು ವಾಣಿಜ್ಯಶಾಸ್ತ್ರ ಪಠ್ಯಕ್ರಮದಲ್ಲಿ ಸೇರಿಸಿದ್ದು, ಉತ್ತಮ ಗುಣಮಟ್ಟದ ಪುಸ್ತಕ ಅತ್ಯಂತ ಅಗತ್ಯವಾಗಿದೆ. ನೂತನ ಪಠ್ಯಕ್ರಮದ ಪುಸ್ತಕಗಳ ಅಧ್ಯಯನದಿಂದ ಜ್ಞಾನಾರ್ಜನೆಗೆ ಸಹಕಾರಿಯಾಗಲಿದೆ ಎಂದು ತುಮಕೂರು ವಿಶ್ವವಿದ್ಯಾನಿಲಯದ ಉಪ ಕುಲಪತಿ ಪ್ರೊ. ಎಂ.ವೆಂಕಟೇಶ್ವರಲು ಹೇಳಿದರು.: [775, 879, 1010, 1006]
- a6-photo: [775, 1537, 1491, 1856]
- ad-contact: ಜಾಹೀರಾತಿಗಾಗಿ ಸಂಪರ್ಕಿಸಿ - 94498 71825: [1280, 100, 1491, 116]
- reg-dot: [1367, 2347, 1386, 2366]
- reg-dot: [1438, 2347, 1457, 2366]
- reg-dot: [163, 2347, 182, 2366]
- page-number: 4: [39, 97, 60, 140]
- masthead-rule: [39, 147, 1491, 149]
- divider-mid-horizontal: [42, 1482, 1491, 1484]
- reg-dot: [116, 2347, 135, 2366]
- a4-headline: ಪಠ್ಯ ಪುಸ್ತಕ ಜ್ಞಾನಾರ್ಜನೆಗೆ ಸಹಕಾರಿ: ಪ್ರೊ. ವೆಂಕಟೇಶ್ವರಲು: [775, 837, 1300, 869]
- divider-a2-a4: [775, 829, 1491, 830]
- a1-photo-banner-text: WEL: [169, 233, 216, 256]
- col-divider-mid: [767, 829, 769, 1481]
